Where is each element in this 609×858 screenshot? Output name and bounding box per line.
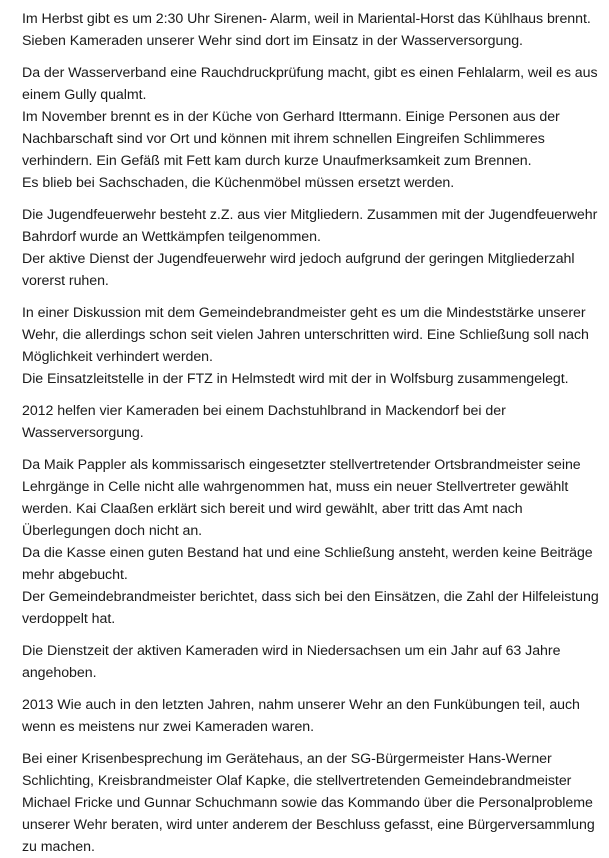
text-line: Bahrdorf wurde an Wettkämpfen teilgenommen. <box>22 229 321 245</box>
paragraph <box>22 640 599 684</box>
paragraph <box>22 400 599 444</box>
text-line: zu machen. <box>22 839 95 855</box>
text-line: Da Maik Pappler als kommissarisch eingesetzter stellvertretender Ortsbrandmeister seine <box>22 457 581 473</box>
text-line: 2013 Wie auch in den letzten Jahren, nahm unserer Wehr an den Funkübungen teil, auch <box>22 697 580 713</box>
text-line: angehoben. <box>22 665 97 681</box>
text-line: werden. Kai Claaßen erklärt sich bereit und wird gewählt, aber tritt das Amt nach <box>22 501 523 517</box>
paragraph <box>22 748 599 858</box>
text-line: Lehrgänge in Celle nicht alle wahrgenommen hat, muss ein neuer Stellvertreter gewählt <box>22 479 569 495</box>
text-line: unserer Wehr beraten, wird unter anderem der Beschluss gefasst, eine Bürgerversammlung <box>22 817 595 833</box>
text-line: mehr abgebucht. <box>22 567 128 583</box>
text-line: Überlegungen doch nicht an. <box>22 523 203 539</box>
text-line: Schlichting, Kreisbrandmeister Olaf Kapke, die stellvertretenden Gemeindebrandmeister <box>22 773 572 789</box>
paragraph <box>22 8 599 52</box>
paragraph <box>22 204 599 292</box>
text-line: Da die Kasse einen guten Bestand hat und eine Schließung ansteht, werden keine Beiträge <box>22 545 593 561</box>
text-line: Der Gemeindebrandmeister berichtet, dass sich bei den Einsätzen, die Zahl der Hilfeleistung <box>22 589 599 605</box>
text-line: Im November brennt es in der Küche von Gerhard Ittermann. Einige Personen aus der <box>22 109 560 125</box>
text-line: verdoppelt hat. <box>22 611 116 627</box>
paragraph <box>22 62 599 194</box>
paragraph <box>22 302 599 390</box>
text-line: Die Dienstzeit der aktiven Kameraden wird in Niedersachsen um ein Jahr auf 63 Jahre <box>22 643 561 659</box>
text-line: Wehr, die allerdings schon seit vielen Jahren unterschritten wird. Eine Schließung soll nach <box>22 327 589 343</box>
text-line: Wasserversorgung. <box>22 425 144 441</box>
paragraph <box>22 694 599 738</box>
text-line: vorerst ruhen. <box>22 273 109 289</box>
text-line: In einer Diskussion mit dem Gemeindebrandmeister geht es um die Mindeststärke unserer <box>22 305 586 321</box>
text-line: Die Jugendfeuerwehr besteht z.Z. aus vier Mitgliedern. Zusammen mit der Jugendfeuerwehr <box>22 207 598 223</box>
text-line: Möglichkeit verhindert werden. <box>22 349 213 365</box>
text-line: Im Herbst gibt es um 2:30 Uhr Sirenen- Alarm, weil in Mariental-Horst das Kühlhaus brennt. <box>22 11 591 27</box>
text-line: Die Einsatzleitstelle in der FTZ in Helmstedt wird mit der in Wolfsburg zusammengelegt. <box>22 371 569 387</box>
text-line: Bei einer Krisenbesprechung im Gerätehaus, an der SG-Bürgermeister Hans-Werner <box>22 751 552 767</box>
text-line: einem Gully qualmt. <box>22 87 147 103</box>
text-line: Der aktive Dienst der Jugendfeuerwehr wird jedoch aufgrund der geringen Mitgliederzahl <box>22 251 575 267</box>
text-line: Da der Wasserverband eine Rauchdruckprüfung macht, gibt es einen Fehlalarm, weil es aus <box>22 65 598 81</box>
text-line: Michael Fricke und Gunnar Schuchmann sowie das Kommando über die Personalprobleme <box>22 795 593 811</box>
text-line: verhindern. Ein Gefäß mit Fett kam durch kurze Unaufmerksamkeit zum Brennen. <box>22 153 532 169</box>
text-line: Nachbarschaft sind vor Ort und können mit ihrem schnellen Eingreifen Schlimmeres <box>22 131 545 147</box>
text-line: wenn es meistens nur zwei Kameraden waren. <box>22 719 315 735</box>
text-line: Sieben Kameraden unserer Wehr sind dort im Einsatz in der Wasserversorgung. <box>22 33 523 49</box>
text-line: Es blieb bei Sachschaden, die Küchenmöbel müssen ersetzt werden. <box>22 175 455 191</box>
text-line: 2012 helfen vier Kameraden bei einem Dachstuhlbrand in Mackendorf bei der <box>22 403 506 419</box>
paragraph <box>22 454 599 630</box>
